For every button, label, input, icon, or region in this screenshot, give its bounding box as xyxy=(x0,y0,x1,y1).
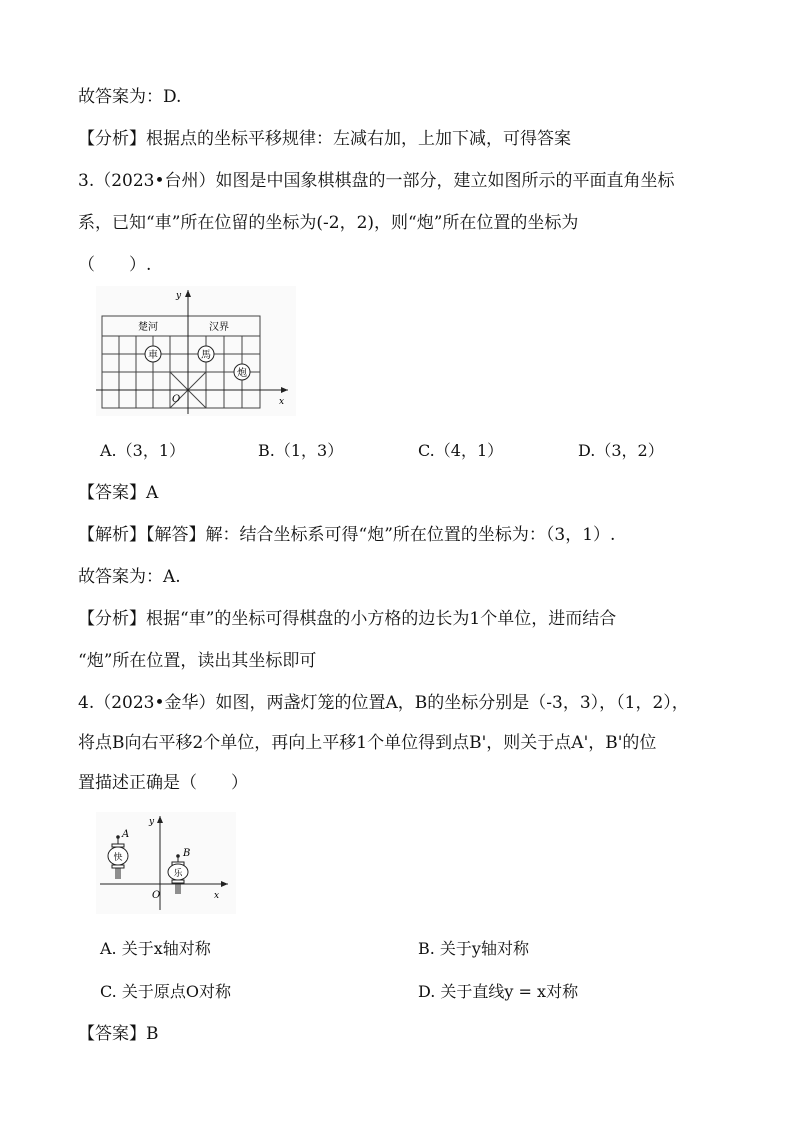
cannon-piece-label: 炮 xyxy=(237,368,247,379)
question-4-line: 置描述正确是（ ） xyxy=(78,773,248,793)
analysis-line: 【分析】根据“車”的坐标可得棋盘的小方格的边长为1个单位，进而结合 xyxy=(78,609,617,629)
point-a-label: A xyxy=(122,829,130,840)
chariot-piece xyxy=(145,346,161,362)
question-4-line: 将点B向右平移2个单位，再向上平移1个单位得到点B'，则关于点A'，B'的位 xyxy=(78,733,657,753)
text-line: 故答案为：D. xyxy=(78,87,182,107)
origin-label: O xyxy=(152,890,161,901)
point-b-dot xyxy=(176,854,180,858)
y-axis-label: y xyxy=(149,817,155,827)
lantern-b-text: 乐 xyxy=(173,869,183,879)
chariot-piece-label: 車 xyxy=(148,350,158,361)
point-a-dot xyxy=(116,835,120,839)
point-b-label: B xyxy=(183,848,191,859)
lantern-figure xyxy=(96,812,236,914)
solution-line: 【解析】【解答】解：结合坐标系可得“炮”所在位置的坐标为：（3，1）. xyxy=(78,525,616,545)
question-3-line: 系，已知“車”所在位留的坐标为(-2，2)，则“炮”所在位置的坐标为 xyxy=(78,213,579,233)
option-c[interactable]: C.（4，1） xyxy=(418,441,504,460)
x-axis-label: x xyxy=(214,891,220,901)
question-3-line: 3.（2023•台州）如图是中国象棋棋盘的一部分，建立如图所示的平面直角坐标 xyxy=(78,171,675,191)
option-b[interactable]: B. 关于y轴对称 xyxy=(418,939,529,958)
lantern-a-text: 快 xyxy=(113,853,123,863)
river-label-right: 汉界 xyxy=(209,322,229,333)
answer-line: 【答案】A xyxy=(78,483,159,503)
analysis-line: “炮”所在位置，读出其坐标即可 xyxy=(78,651,317,671)
text-line: 故答案为：A. xyxy=(78,567,181,587)
x-axis-label: x xyxy=(279,397,285,407)
question-3-blank: （ ）. xyxy=(78,255,152,275)
option-b[interactable]: B.（1，3） xyxy=(258,441,344,460)
analysis-line: 【分析】根据点的坐标平移规律：左减右加，上加下减，可得答案 xyxy=(78,129,571,149)
option-a[interactable]: A.（3，1） xyxy=(100,441,186,460)
option-d[interactable]: D. 关于直线y = x对称 xyxy=(418,982,579,1001)
origin-label: O xyxy=(172,394,181,405)
chessboard-figure xyxy=(96,286,296,416)
cannon-piece xyxy=(234,364,250,380)
answer-line: 【答案】B xyxy=(78,1024,159,1044)
y-axis-label: y xyxy=(176,291,182,301)
option-d[interactable]: D.（3，2） xyxy=(578,441,664,460)
option-a[interactable]: A. 关于x轴对称 xyxy=(100,939,211,958)
horse-piece-label: 馬 xyxy=(201,350,211,361)
horse-piece xyxy=(198,346,214,362)
question-4-line: 4.（2023•金华）如图，两盏灯笼的位置A，B的坐标分别是（-3，3），（1，2）， xyxy=(78,693,689,713)
option-c[interactable]: C. 关于原点O对称 xyxy=(100,982,231,1001)
river-label-left: 楚河 xyxy=(138,322,158,333)
